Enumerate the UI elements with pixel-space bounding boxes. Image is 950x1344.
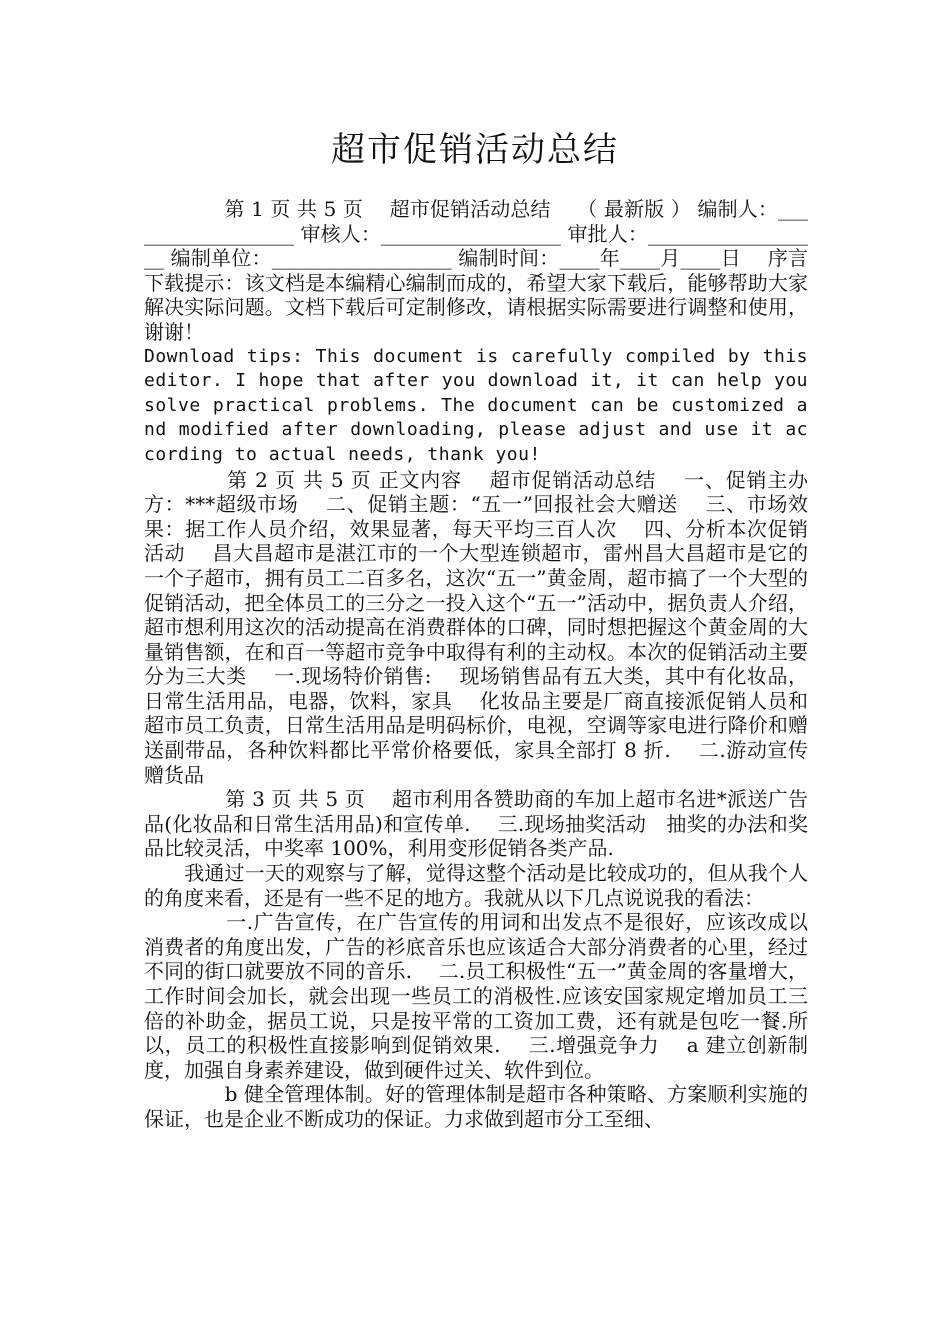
paragraph-page-2-content: 第 2 页 共 5 页 正文内容 超市促销活动总结 一、促销主办方：***超级市场 二、促销主题：“五一”回报社会大赠送 三、市场效果：据工作人员介绍，效果显著，每天平均三百人次 四、分析本次促销活动 昌大昌超市是湛江市的一个大型连锁超市，雷州昌大昌超市是它的一个子超市，拥有员工二百多名，这次“五一”黄金周，超市搞了一个大型的促销活动，把全体员工的三分之一投入这个“五一”活动中，据负责人介绍，超市想利用这次的活动提高在消费群体的口碑，同时想把握这个黄金周的大量销售额，在和百一等超市竞争中取得有利的主动权。本次的促销活动主要分为三大类 一.现场特价销售: 现场销售品有五大类，其中有化妆品，日常生活用品，电器，饮料，家具 化妆品主要是厂商直接派促销人员和超市员工负责，日常生活用品是明码标价，电视，空调等家电进行降价和赠送副带品，各种饮料都比平常价格要低，家具全部打 8 折. 二.游动宣传赠货品: [144, 467, 808, 787]
paragraph-management: b 健全管理体制。好的管理体制是超市各种策略、方案顺利实施的保证，也是企业不断成功的保证。力求做到超市分工至细、: [144, 1082, 808, 1131]
paragraph-observation: 我通过一天的观察与了解，觉得这整个活动是比较成功的，但从我个人的角度来看，还是有一些不足的地方。我就从以下几点说说我的看法：: [144, 861, 808, 910]
document-body: [144, 197, 855, 1132]
paragraph-download-tips-en: Download tips: This document is carefully compiled by this editor. I hope that after you download it, it can help you solve practical problems. The document can be customized and modified after downloading, please adjust and use it according to actual needs, thank you!: [144, 345, 808, 465]
paragraph-page-1-header: 第 1 页 共 5 页 超市促销活动总结 （ 最新版 ） 编制人：__________________ 审核人：__________________ 审批人：__________________ 编制单位：__________________ 编制时间：____年____月____日 序言 下载提示：该文档是本编精心编制而成的，希望大家下载后，能够帮助大家解决实际问题。文档下载后可定制修改，请根据实际需要进行调整和使用，谢谢！: [144, 197, 855, 344]
paragraph-page-3-content: 第 3 页 共 5 页 超市利用各赞助商的车加上超市名进*派送广告品(化妆品和日常生活用品)和宣传单. 三.现场抽奖活动 抽奖的办法和奖品比较灵活，中奖率 100%，利用变形促销各类产品.: [144, 787, 808, 861]
paragraph-advertising: 一.广告宣传，在广告宣传的用词和出发点不是很好，应该改成以消费者的角度出发，广告的衫底音乐也应该适合大部分消费者的心里，经过不同的街口就要放不同的音乐. 二.员工积极性“五一”黄金周的客量增大，工作时间会加长，就会出现一些员工的消极性.应该安国家规定增加员工三倍的补助金，据员工说，只是按平常的工资加工费，还有就是包吃一餐.所以，员工的积极性直接影响到促销效果. 三.增强竞争力 a 建立创新制度，加强自身素养建设，做到硬件过关、软件到位。: [144, 910, 808, 1082]
document-title: 超市促销活动总结: [331, 130, 619, 170]
